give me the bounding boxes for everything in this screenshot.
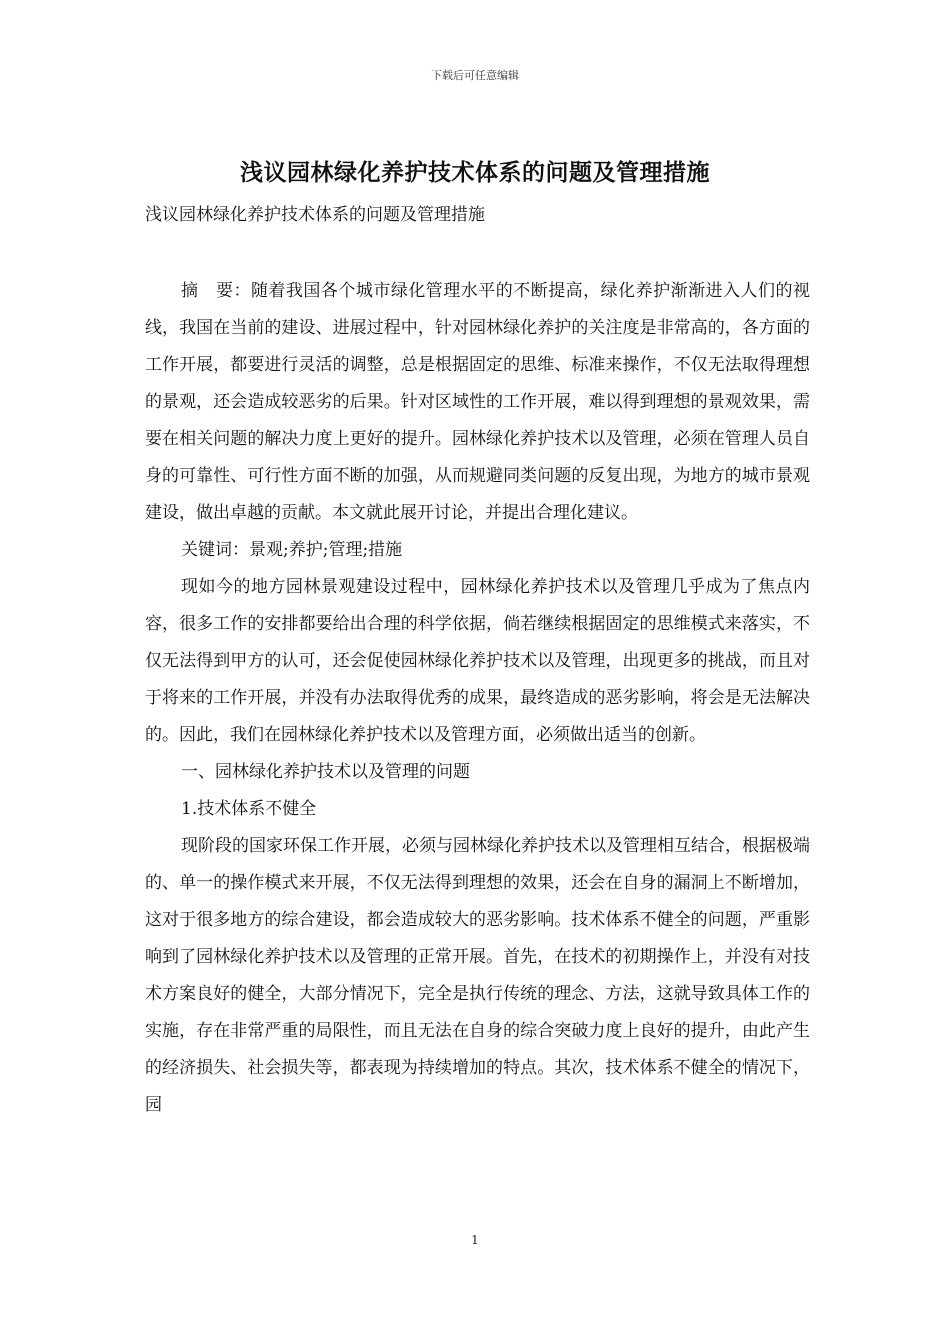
document-body [145, 273, 810, 1124]
subsection-heading: 1.技术体系不健全 [181, 799, 317, 819]
document-subtitle: 浅议园林绿化养护技术体系的问题及管理措施 [145, 205, 485, 225]
page-number: 1 [471, 1233, 479, 1247]
document-title: 浅议园林绿化养护技术体系的问题及管理措施 [240, 159, 710, 186]
keywords-line: 关键词：景观;养护;管理;措施 [181, 540, 403, 560]
abstract-paragraph: 摘 要：随着我国各个城市绿化管理水平的不断提高，绿化养护渐渐进入人们的视线，我国在当前的建设、进展过程中，针对园林绿化养护的关注度是非常高的，各方面的工作开展，都要进行灵活的调整，总是根据固定的思维、标准来操作，不仅无法取得理想的景观，还会造成较恶劣的后果。针对区域性的工作开展，难以得到理想的景观效果，需要在相关问题的解决力度上更好的提升。园林绿化养护技术以及管理，必须在管理人员自身的可靠性、可行性方面不断的加强，从而规避同类问题的反复出现，为地方的城市景观建设，做出卓越的贡献。本文就此展开讨论，并提出合理化建议。 [145, 281, 810, 523]
section-heading: 一、园林绿化养护技术以及管理的问题 [181, 762, 470, 782]
header-note: 下载后可任意编辑 [431, 69, 519, 82]
body-paragraph: 现阶段的国家环保工作开展，必须与园林绿化养护技术以及管理相互结合，根据极端的、单一的操作模式来开展，不仅无法得到理想的效果，还会在自身的漏洞上不断增加，这对于很多地方的综合建设，都会造成较大的恶劣影响。技术体系不健全的问题，严重影响到了园林绿化养护技术以及管理的正常开展。首先，在技术的初期操作上，并没有对技术方案良好的健全，大部分情况下，完全是执行传统的理念、方法，这就导致具体工作的实施，存在非常严重的局限性，而且无法在自身的综合突破力度上良好的提升，由此产生的经济损失、社会损失等，都表现为持续增加的特点。其次，技术体系不健全的情况下，园 [145, 836, 810, 1115]
intro-paragraph: 现如今的地方园林景观建设过程中，园林绿化养护技术以及管理几乎成为了焦点内容，很多工作的安排都要给出合理的科学依据，倘若继续根据固定的思维模式来落实，不仅无法得到甲方的认可，还会促使园林绿化养护技术以及管理，出现更多的挑战，而且对于将来的工作开展，并没有办法取得优秀的成果，最终造成的恶劣影响，将会是无法解决的。因此，我们在园林绿化养护技术以及管理方面，必须做出适当的创新。 [145, 577, 810, 745]
